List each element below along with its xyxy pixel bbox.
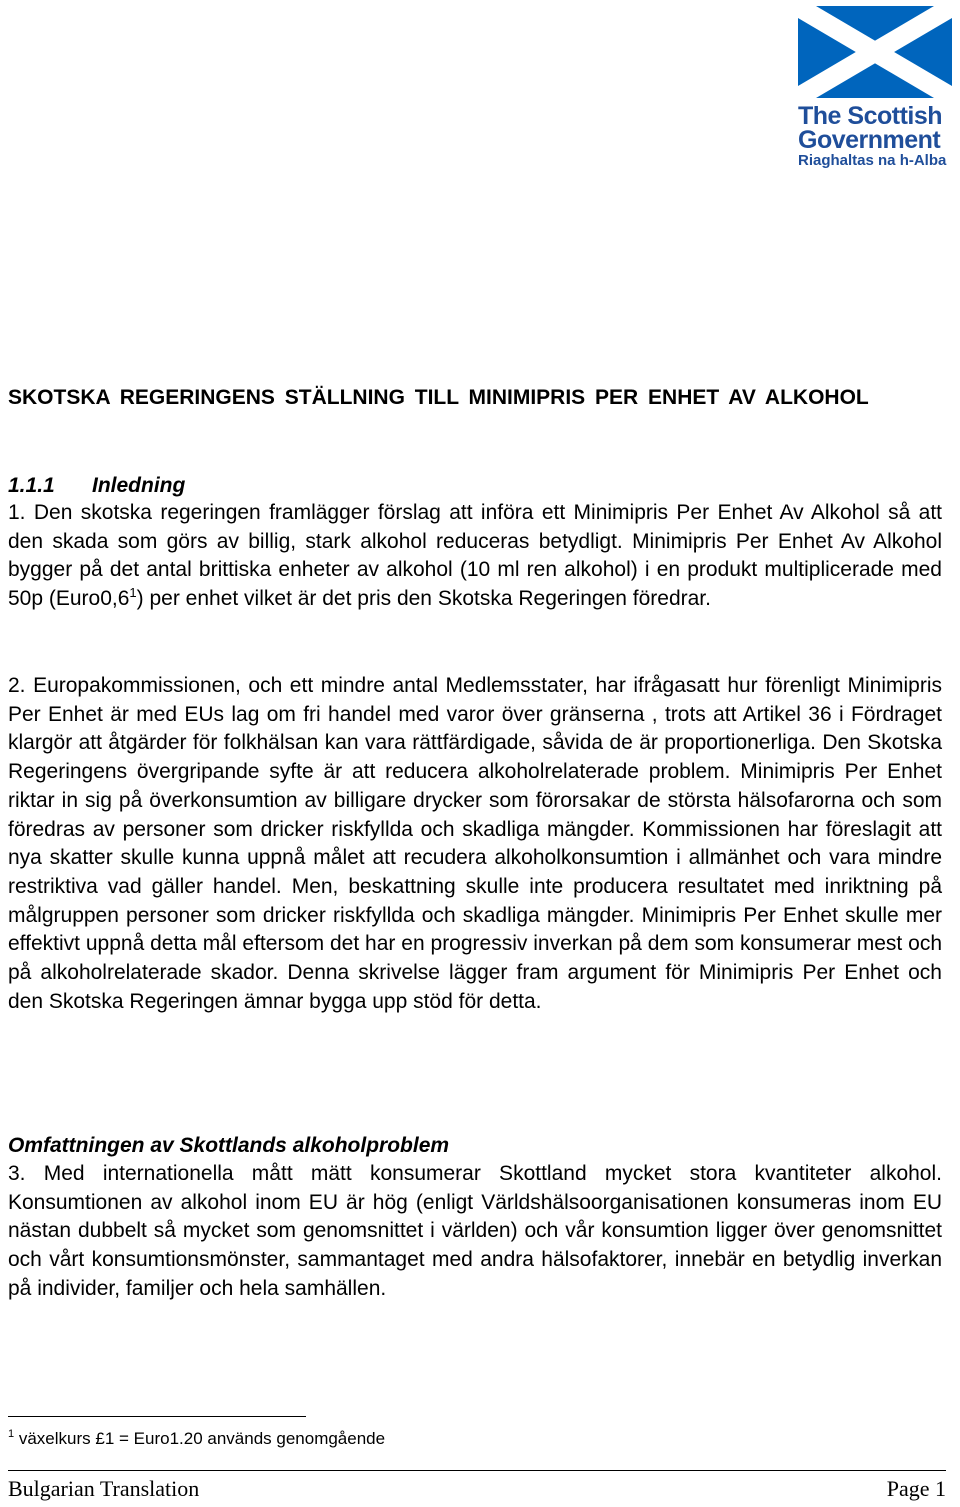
logo-name-line2: Government: [798, 126, 941, 154]
logo-name-line1: The Scottish: [798, 102, 943, 130]
document-title: SKOTSKA REGERINGENS STÄLLNING TILL MINIMIPRIS PER ENHET AV ALKOHOL: [8, 386, 869, 409]
footnote: [8, 1428, 385, 1450]
paragraph-1-text-b: ) per enhet vilket är det pris den Skotska Regeringen föredrar.: [136, 587, 711, 611]
paragraph-3: 3. Med internationella mått mätt konsumerar Skottland mycket stora kvantiteter alkohol. Konsumtionen av alkohol inom EU är hög (enligt Världshälsoorganisationen konsumeras inom EU nästan dubbelt så mycket som genomsnittet i världen) och vår konsumtion ligger över genomsnittet och vårt konsumtionsmönster, sammantaget med andra hälsofaktorer, innebär en betydlig inverkan på individer, familjer och hela samhällen.: [8, 1162, 942, 1300]
footer-divider: [8, 1470, 946, 1471]
paragraph-1: [8, 499, 942, 614]
footer-page-number: Page 1: [886, 1476, 946, 1501]
section-heading: [8, 471, 185, 500]
footnote-divider: [8, 1416, 306, 1417]
paragraph-1-text-a: 1. Den skotska regeringen framlägger förslag att införa ett Minimipris Per Enhet Av Alkohol så att den skada som görs av billig, stark alkohol reduceras betydligt. Minimipris Per Enhet Av Alkohol bygger på det antal brittiska enheter av alkohol (10 ml ren alkohol) i en produkt multiplicerade med 50p (Euro0,6: [8, 501, 942, 611]
paragraph-2: 2. Europakommissionen, och ett mindre antal Medlemsstater, har ifrågasatt hur förenligt Minimipris Per Enhet är med EUs lag om fri handel med varor över gränserna , trots att Artikel 36 i Fördraget klargör att åtgärder för folkhälsan kan vara rättfärdigade, såvida de är proportionerliga. Den Skotska Regeringens övergripande syfte är att reducera alkoholrelaterade problem. Minimipris Per Enhet riktar in sig på överkonsumtion av billigare drycker som förorsakar de största hälsofarorna och som föredras av personer som dricker riskfyllda och skadliga mängder. Kommissionen har föreslagit att nya skatter skulle kunna uppnå målet att recudera alkoholkonsumtion i allmänhet och vara mindre restriktiva vad gäller handel. Men, beskattning skulle inte producera resultatet med inriktning på målgruppen personer som dricker riskfyllda och skadliga mängder. Minimipris Per Enhet skulle mer effektivt uppnå detta mål eftersom det har en progressiv inverkan på dem som konsumerar mest och på alkoholrelaterade skador. Denna skrivelse lägger fram argument för Minimipris Per Enhet och den Skotska Regeringen ämnar bygga upp stöd för detta.: [8, 674, 942, 1013]
section-heading-text: Inledning: [92, 474, 186, 497]
footer-translation-label: Bulgarian Translation: [8, 1476, 200, 1501]
footnote-text: växelkurs £1 = Euro1.20 används genomgående: [14, 1429, 386, 1448]
scottish-government-logo: [796, 6, 956, 168]
logo-gaelic-name: Riaghaltas na h-Alba: [798, 152, 947, 169]
section-number: 1.1.1: [8, 474, 55, 497]
footnote-reference: 1: [129, 585, 137, 601]
saltire-flag-icon: [798, 6, 952, 98]
subheading-alcohol-problem: Omfattningen av Skottlands alkoholproblem: [8, 1134, 450, 1157]
footnote-number: 1: [8, 1428, 15, 1440]
